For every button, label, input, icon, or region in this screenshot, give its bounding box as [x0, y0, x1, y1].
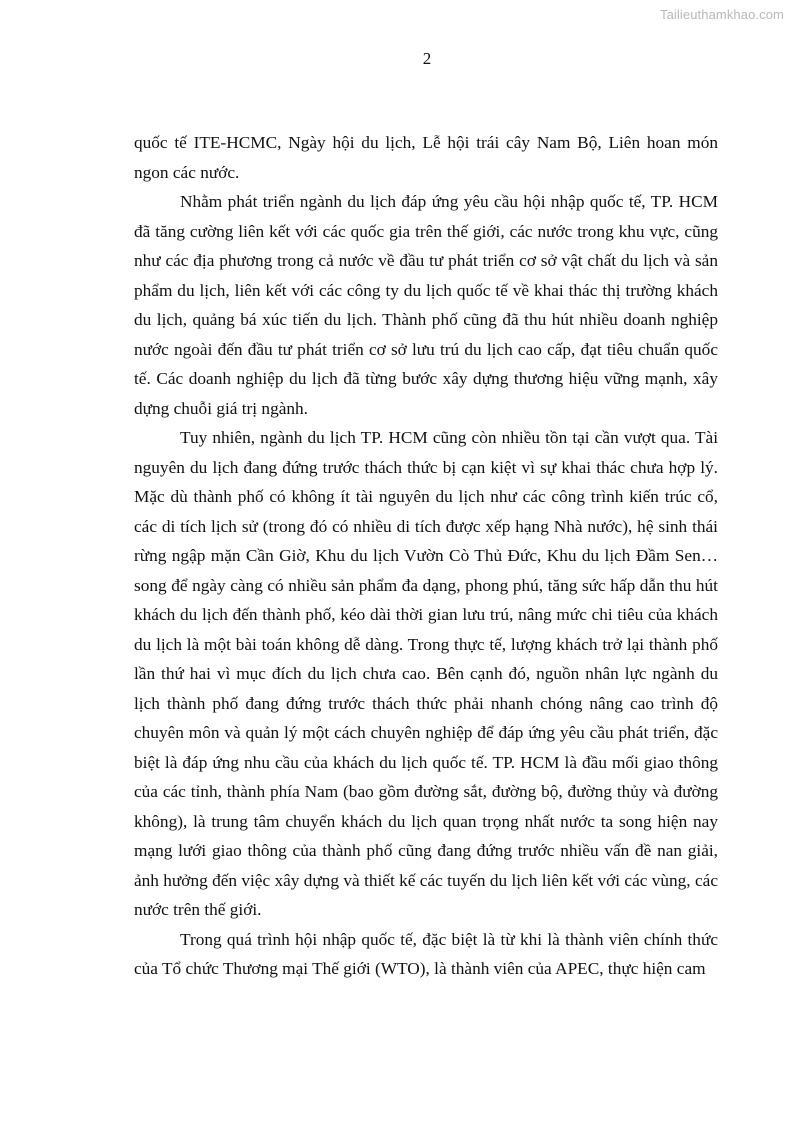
paragraph-continuation: quốc tế ITE-HCMC, Ngày hội du lịch, Lễ hội trái cây Nam Bộ, Liên hoan món ngon các nước. — [134, 133, 718, 182]
document-body — [134, 128, 718, 984]
paragraph-international: Trong quá trình hội nhập quốc tế, đặc biệt là từ khi là thành viên chính thức của Tổ chức Thương mại Thế giới (WTO), là thành viên của APEC, thực hiện cam — [134, 929, 718, 978]
paragraph-challenges: Tuy nhiên, ngành du lịch TP. HCM cũng còn nhiều tồn tại cần vượt qua. Tài nguyên du lịch đang đứng trước thách thức bị cạn kiệt vì sự khai thác chưa hợp lý. Mặc dù thành phố có không ít tài nguyên du lịch như các công trình kiến trúc cổ, các di tích lịch sử (trong đó có nhiều di tích được xếp hạng Nhà nước), hệ sinh thái rừng ngập mặn Cần Giờ, Khu du lịch Vườn Cò Thủ Đức, Khu du lịch Đầm Sen…song để ngày càng có nhiều sản phẩm đa dạng, phong phú, tăng sức hấp dẫn thu hút khách du lịch đến thành phố, kéo dài thời gian lưu trú, nâng mức chi tiêu của khách du lịch là một bài toán không dễ dàng. Trong thực tế, lượng khách trở lại thành phố lần thứ hai vì mục đích du lịch chưa cao. Bên cạnh đó, nguồn nhân lực ngành du lịch thành phố đang đứng trước thách thức phải nhanh chóng nâng cao trình độ chuyên môn và quản lý một cách chuyên nghiệp để đáp ứng yêu cầu phát triển, đặc biệt là đáp ứng nhu cầu của khách du lịch quốc tế. TP. HCM là đầu mối giao thông của các tỉnh, thành phía Nam (bao gồm đường sắt, đường bộ, đường thủy và đường không), là trung tâm chuyển khách du lịch quan trọng nhất nước ta song hiện nay mạng lưới giao thông của thành phố cũng đang đứng trước nhiều vấn đề nan giải, ảnh hưởng đến việc xây dựng và thiết kế các tuyến du lịch liên kết với các vùng, các nước trên thế giới. — [134, 428, 718, 919]
watermark: Tailieuthamkhao.com — [659, 7, 784, 22]
page-number: 2 — [422, 49, 432, 68]
paragraph-integration: Nhằm phát triển ngành du lịch đáp ứng yêu cầu hội nhập quốc tế, TP. HCM đã tăng cường liên kết với các quốc gia trên thế giới, các nước trong khu vực, cũng như các địa phương trong cả nước về đầu tư phát triển cơ sở vật chất du lịch và sản phẩm du lịch, liên kết với các công ty du lịch quốc tế về khai thác thị trường khách du lịch, quảng bá xúc tiến du lịch. Thành phố cũng đã thu hút nhiều doanh nghiệp nước ngoài đến đầu tư phát triển cơ sở lưu trú du lịch cao cấp, đạt tiêu chuẩn quốc tế. Các doanh nghiệp du lịch đã từng bước xây dựng thương hiệu vững mạnh, xây dựng chuỗi giá trị ngành. — [134, 192, 718, 418]
